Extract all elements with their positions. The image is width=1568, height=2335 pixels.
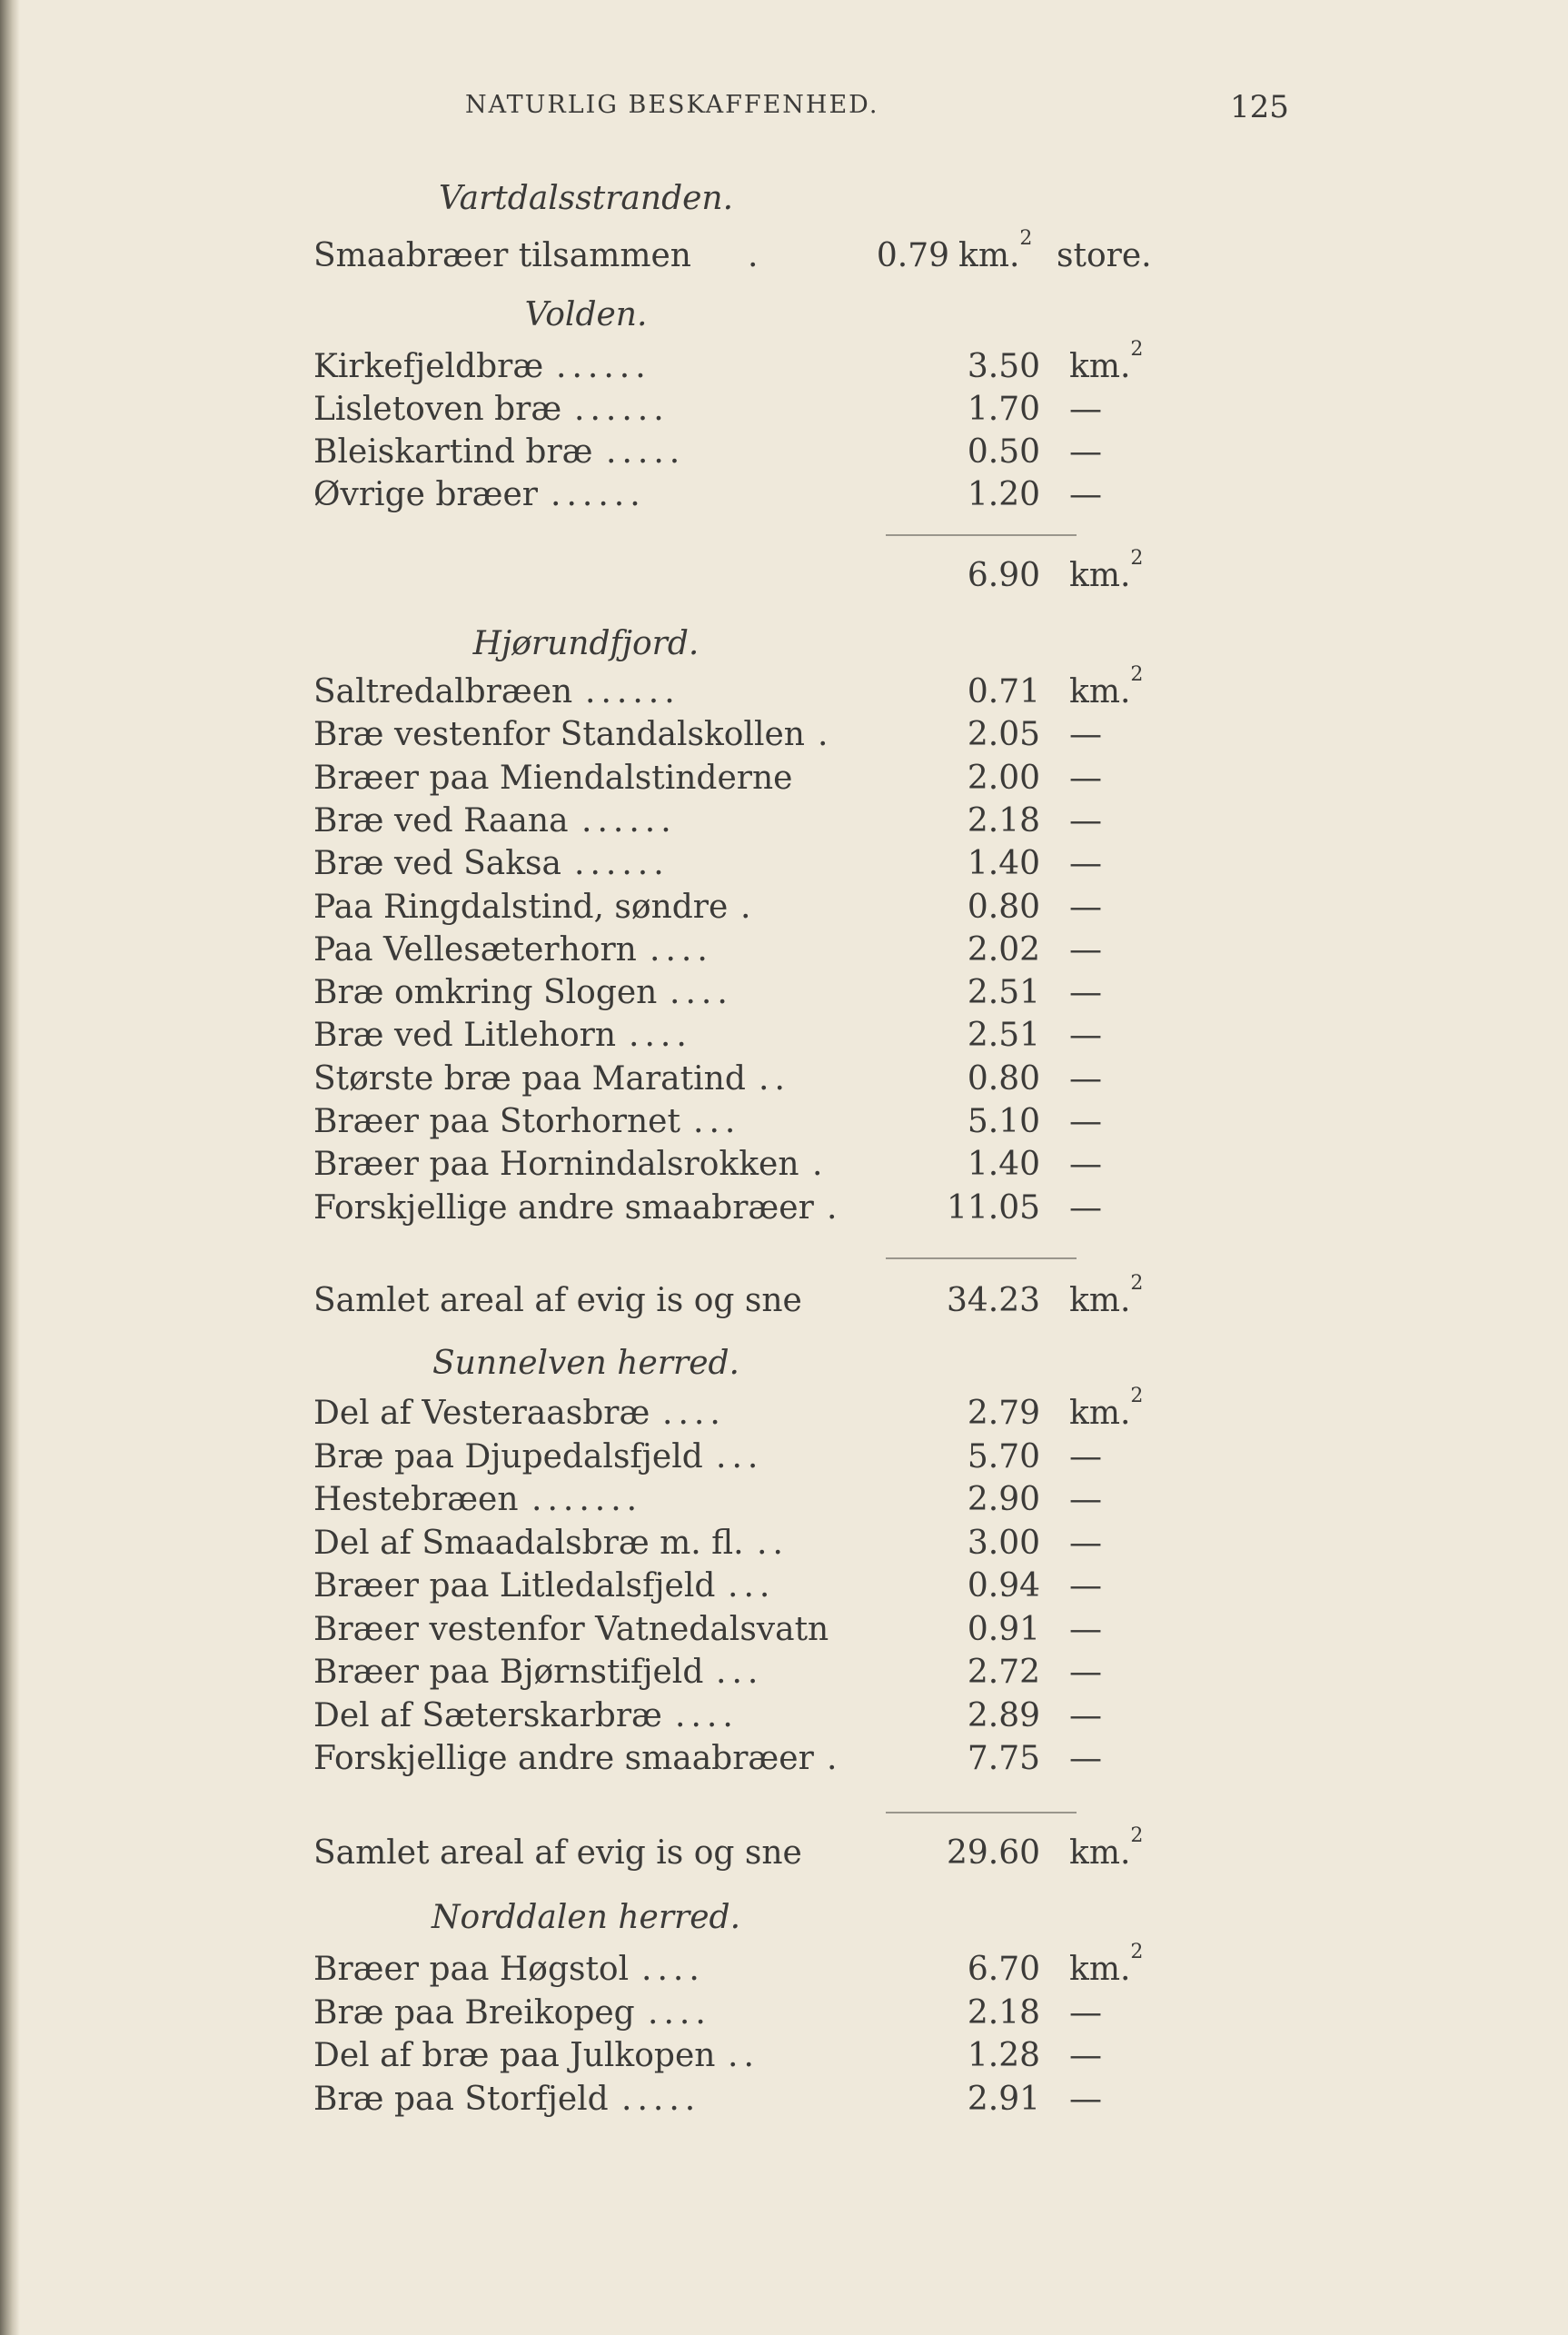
entry-name: Kirkefjeldbræ bbox=[313, 348, 544, 385]
entry-value: 0.80 bbox=[967, 1059, 1040, 1098]
entry-unit bbox=[1069, 1014, 1178, 1058]
unit-sup: 2 bbox=[1130, 1941, 1144, 1963]
section-heading-sunnelven: Sunnelven herred. bbox=[432, 1345, 739, 1382]
table-row bbox=[313, 338, 1144, 389]
hjorundfjord-total bbox=[313, 1272, 1144, 1323]
unit-sup: 2 bbox=[1130, 1824, 1144, 1847]
entry-name: Bræer paa Litledalsfjeld bbox=[313, 1567, 716, 1605]
entry-unit bbox=[1069, 2078, 1178, 2121]
leader-dots: ...... bbox=[585, 673, 680, 710]
unit-text: km. bbox=[1069, 557, 1131, 594]
table-row bbox=[313, 388, 1102, 432]
unit-text: — bbox=[1069, 1993, 1102, 2032]
unit-text: — bbox=[1069, 930, 1102, 969]
entry-suffix: store. bbox=[1057, 237, 1152, 274]
entry-name: Forskjellige andre smaabræer bbox=[313, 1188, 814, 1227]
entry-name: Bleiskartind bræ bbox=[313, 433, 593, 471]
table-row bbox=[313, 1651, 1102, 1694]
leader-dots: ... bbox=[728, 1567, 776, 1605]
entry-unit bbox=[1069, 1478, 1178, 1522]
leader-dots: .. bbox=[757, 1524, 789, 1562]
entry-name: Del af bræ paa Julkopen bbox=[313, 2037, 716, 2074]
unit-text: — bbox=[1069, 1059, 1102, 1098]
entry-value: 1.70 bbox=[967, 391, 1040, 428]
entry-unit bbox=[1069, 886, 1178, 929]
leader-dots: .... bbox=[648, 1993, 711, 2032]
table-row bbox=[313, 1058, 1102, 1101]
table-row bbox=[313, 1522, 1102, 1565]
leader-dots: .... bbox=[650, 930, 713, 969]
unit-text: — bbox=[1069, 391, 1102, 428]
leader-dots: ..... bbox=[606, 433, 686, 471]
table-row bbox=[313, 473, 1102, 517]
entry-unit bbox=[1069, 1058, 1178, 1101]
sunnelven-total bbox=[313, 1824, 1144, 1875]
table-row bbox=[313, 1694, 1102, 1738]
table-row bbox=[313, 1737, 1102, 1781]
entry-value: 6.70 bbox=[967, 1951, 1040, 1988]
table-row bbox=[313, 1608, 1102, 1652]
entry-value: 2.00 bbox=[967, 759, 1040, 797]
unit-text: — bbox=[1069, 1437, 1102, 1476]
unit-text: — bbox=[1069, 433, 1102, 471]
entry-name: Del af Sæterskarbræ bbox=[313, 1696, 662, 1734]
unit-text: — bbox=[1069, 1524, 1102, 1562]
entry-value: 2.79 bbox=[967, 1395, 1040, 1432]
leader-dots: ..... bbox=[621, 2080, 701, 2118]
entry-value: 0.91 bbox=[967, 1610, 1040, 1648]
unit-text: km. bbox=[1069, 1951, 1131, 1988]
entry-name: Bræ omkring Slogen bbox=[313, 974, 658, 1012]
running-head: NATURLIG BESKAFFENHED. bbox=[465, 91, 879, 119]
unit-text: — bbox=[1069, 801, 1102, 840]
unit-sup: 2 bbox=[1130, 663, 1144, 686]
table-row bbox=[313, 1565, 1102, 1608]
total-unit bbox=[1069, 1272, 1178, 1323]
entry-name: Bræer paa Høgstol bbox=[313, 1951, 630, 1988]
entry-name: Del af Smaadalsbræ m. fl. bbox=[313, 1524, 744, 1562]
entry-name: Smaabræer tilsammen bbox=[313, 237, 691, 274]
entry-name: Bræer paa Miendalstinderne bbox=[313, 759, 793, 797]
unit-text: — bbox=[1069, 1696, 1102, 1734]
unit-text: — bbox=[1069, 476, 1102, 513]
entry-name: Hestebræen bbox=[313, 1481, 519, 1518]
sum-rule bbox=[886, 1257, 1077, 1259]
entry-name: Forskjellige andre smaabræer bbox=[313, 1740, 814, 1777]
leader-dots: .. bbox=[759, 1059, 790, 1098]
unit-text: — bbox=[1069, 974, 1102, 1012]
entry-value: 2.51 bbox=[967, 1017, 1040, 1055]
leader-dots: .. bbox=[728, 2037, 759, 2074]
sum-rule bbox=[886, 534, 1077, 536]
page-number: 125 bbox=[1230, 89, 1289, 125]
entry-value: 2.90 bbox=[967, 1481, 1040, 1518]
entry-name: Paa Vellesæterhorn bbox=[313, 930, 637, 969]
entry-unit bbox=[958, 227, 1067, 278]
volden-total bbox=[313, 547, 1144, 598]
leader-dots: .... bbox=[675, 1696, 739, 1734]
unit-sup: 2 bbox=[1130, 1272, 1144, 1295]
leader-dots: ...... bbox=[551, 476, 646, 513]
entry-value: 2.72 bbox=[967, 1654, 1040, 1691]
entry-unit bbox=[1069, 971, 1178, 1015]
entry-unit bbox=[1069, 388, 1178, 432]
table-row bbox=[313, 971, 1102, 1015]
entry-name: Del af Vesteraasbræ bbox=[313, 1395, 650, 1432]
leader-dots: ... bbox=[716, 1654, 764, 1691]
unit-text: km. bbox=[1069, 1834, 1131, 1872]
unit-text: km. bbox=[1069, 673, 1131, 710]
unit-text: km. bbox=[1069, 1395, 1131, 1432]
leader-dots: ....... bbox=[531, 1481, 643, 1518]
table-row bbox=[313, 1992, 1102, 2035]
leader-dots: ... bbox=[716, 1437, 764, 1476]
entry-value: 3.00 bbox=[967, 1524, 1040, 1562]
table-row bbox=[313, 2078, 1102, 2121]
entry-name: Bræ ved Litlehorn bbox=[313, 1017, 617, 1055]
entry-unit bbox=[1069, 2034, 1178, 2078]
unit-sup: 2 bbox=[1019, 227, 1033, 250]
unit-text: — bbox=[1069, 1481, 1102, 1518]
vartdal-line bbox=[313, 227, 1152, 278]
table-row bbox=[313, 1478, 1102, 1522]
table-row bbox=[313, 757, 1102, 800]
entry-unit bbox=[1069, 842, 1178, 886]
total-label: Samlet areal af evig is og sne bbox=[313, 1834, 802, 1872]
entry-unit bbox=[1069, 1565, 1178, 1608]
entry-value: 0.79 bbox=[876, 237, 949, 274]
unit-sup: 2 bbox=[1130, 1385, 1144, 1407]
leader-dots: ... bbox=[693, 1103, 741, 1140]
leader-dots: ...... bbox=[556, 348, 651, 385]
entry-value: 7.75 bbox=[967, 1740, 1040, 1777]
entry-unit bbox=[1069, 431, 1178, 474]
table-row bbox=[313, 663, 1144, 714]
leader-dots: ...... bbox=[581, 801, 677, 840]
entry-name: Bræ paa Breikopeg bbox=[313, 1993, 635, 2032]
entry-name: Lisletoven bræ bbox=[313, 391, 562, 428]
entry-name: Bræer paa Storhornet bbox=[313, 1103, 680, 1140]
unit-text: — bbox=[1069, 845, 1102, 883]
leader-dots: ...... bbox=[574, 391, 670, 428]
table-row bbox=[313, 800, 1102, 843]
total-label: Samlet areal af evig is og sne bbox=[313, 1282, 802, 1319]
entry-name: Øvrige bræer bbox=[313, 476, 538, 513]
entry-name: Bræ ved Raana bbox=[313, 801, 569, 840]
unit-text: — bbox=[1069, 2080, 1102, 2118]
section-heading-volden: Volden. bbox=[524, 296, 648, 333]
entry-value: 2.18 bbox=[967, 1993, 1040, 2032]
table-row bbox=[313, 431, 1102, 474]
entry-name: Bræ vestenfor Standalskollen bbox=[313, 716, 805, 754]
unit-text: — bbox=[1069, 1146, 1102, 1184]
leader-dots: .... bbox=[641, 1951, 705, 1988]
leader-dots: .... bbox=[662, 1395, 726, 1432]
entry-value: 3.50 bbox=[967, 348, 1040, 385]
entry-unit bbox=[1069, 473, 1178, 517]
total-value: 34.23 bbox=[946, 1282, 1040, 1319]
entry-value: 2.51 bbox=[967, 974, 1040, 1012]
entry-unit bbox=[1069, 338, 1178, 389]
entry-unit bbox=[1069, 1100, 1178, 1144]
leader-dots: . bbox=[827, 1740, 843, 1777]
entry-unit bbox=[1069, 929, 1178, 972]
leader-dots: .... bbox=[670, 974, 733, 1012]
table-row bbox=[313, 1143, 1102, 1187]
table-row bbox=[313, 1941, 1144, 1992]
entry-unit bbox=[1069, 1522, 1178, 1565]
entry-name: Paa Ringdalstind, søndre bbox=[313, 888, 729, 926]
section-heading-norddalen: Norddalen herred. bbox=[431, 1899, 741, 1936]
entry-unit bbox=[1069, 757, 1178, 800]
leader-dots: . bbox=[818, 716, 834, 754]
entry-value: 2.89 bbox=[967, 1696, 1040, 1734]
entry-unit bbox=[1069, 1436, 1178, 1479]
entry-unit bbox=[1069, 713, 1178, 757]
total-unit bbox=[1069, 547, 1178, 598]
entry-unit bbox=[1069, 1651, 1178, 1694]
entry-unit bbox=[1069, 1143, 1178, 1187]
unit-text: — bbox=[1069, 1567, 1102, 1605]
total-unit bbox=[1069, 1824, 1178, 1875]
entry-unit bbox=[1069, 1992, 1178, 2035]
entry-unit bbox=[1069, 663, 1178, 714]
entry-value: 1.40 bbox=[967, 845, 1040, 883]
entry-unit bbox=[1069, 1187, 1178, 1230]
unit-text: km. bbox=[1069, 348, 1131, 385]
entry-value: 0.50 bbox=[967, 433, 1040, 471]
table-row bbox=[313, 886, 1102, 929]
entry-unit bbox=[1069, 1737, 1178, 1781]
sum-rule bbox=[886, 1812, 1077, 1813]
leader-dots: . bbox=[827, 1188, 843, 1227]
entry-value: 1.28 bbox=[967, 2037, 1040, 2074]
total-value: 6.90 bbox=[967, 557, 1040, 594]
entry-unit bbox=[1069, 1694, 1178, 1738]
unit-sup: 2 bbox=[1130, 338, 1144, 361]
entry-value: 11.05 bbox=[946, 1188, 1040, 1227]
entry-unit bbox=[1069, 1941, 1178, 1992]
entry-value: 2.05 bbox=[967, 716, 1040, 754]
unit-sup: 2 bbox=[1130, 547, 1144, 570]
unit-text: — bbox=[1069, 1654, 1102, 1691]
leader-dots: . bbox=[740, 888, 757, 926]
entry-name: Bræ paa Storfjeld bbox=[313, 2080, 609, 2118]
table-row bbox=[313, 929, 1102, 972]
unit-text: — bbox=[1069, 1017, 1102, 1055]
entry-unit bbox=[1069, 1608, 1178, 1652]
entry-value: 5.10 bbox=[967, 1103, 1040, 1140]
unit-text: — bbox=[1069, 2037, 1102, 2074]
unit-text: km. bbox=[958, 237, 1020, 274]
entry-name: Bræer paa Bjørnstifjeld bbox=[313, 1654, 704, 1691]
leader-dots: .... bbox=[629, 1017, 692, 1055]
table-row bbox=[313, 1014, 1102, 1058]
unit-text: — bbox=[1069, 1610, 1102, 1648]
unit-text: — bbox=[1069, 1103, 1102, 1140]
leader-dots: . bbox=[812, 1146, 829, 1184]
entry-value: 2.18 bbox=[967, 801, 1040, 840]
unit-text: — bbox=[1069, 1188, 1102, 1227]
entry-value: 0.71 bbox=[967, 673, 1040, 710]
unit-text: — bbox=[1069, 716, 1102, 754]
table-row bbox=[313, 1187, 1102, 1230]
leader-dots: ...... bbox=[574, 845, 670, 883]
unit-text: km. bbox=[1069, 1282, 1131, 1319]
table-row bbox=[313, 713, 1102, 757]
entry-name: Bræ paa Djupedalsfjeld bbox=[313, 1437, 703, 1476]
table-row bbox=[313, 2034, 1102, 2078]
leader-dots: . bbox=[748, 237, 764, 274]
unit-text: — bbox=[1069, 1740, 1102, 1777]
total-value: 29.60 bbox=[946, 1834, 1040, 1872]
section-heading-hjorundfjord: Hjørundfjord. bbox=[472, 625, 700, 662]
entry-unit bbox=[1069, 1385, 1178, 1436]
table-row bbox=[313, 1100, 1102, 1144]
table-row bbox=[313, 842, 1102, 886]
entry-name: Største bræ paa Maratind bbox=[313, 1059, 746, 1098]
entry-value: 1.20 bbox=[967, 476, 1040, 513]
entry-value: 0.80 bbox=[967, 888, 1040, 926]
entry-value: 0.94 bbox=[967, 1567, 1040, 1605]
table-row bbox=[313, 1436, 1102, 1479]
unit-text: — bbox=[1069, 888, 1102, 926]
entry-value: 1.40 bbox=[967, 1146, 1040, 1184]
section-heading-vartdal: Vartdalsstranden. bbox=[438, 180, 734, 217]
entry-unit bbox=[1069, 800, 1178, 843]
unit-text: — bbox=[1069, 759, 1102, 797]
entry-name: Bræer paa Hornindalsrokken bbox=[313, 1146, 799, 1184]
entry-name: Bræ ved Saksa bbox=[313, 845, 561, 883]
table-row bbox=[313, 1385, 1144, 1436]
entry-name: Bræer vestenfor Vatnedalsvatn bbox=[313, 1610, 829, 1648]
entry-value: 5.70 bbox=[967, 1437, 1040, 1476]
entry-value: 2.02 bbox=[967, 930, 1040, 969]
entry-name: Saltredalbræen bbox=[313, 673, 573, 710]
entry-value: 2.91 bbox=[967, 2080, 1040, 2118]
